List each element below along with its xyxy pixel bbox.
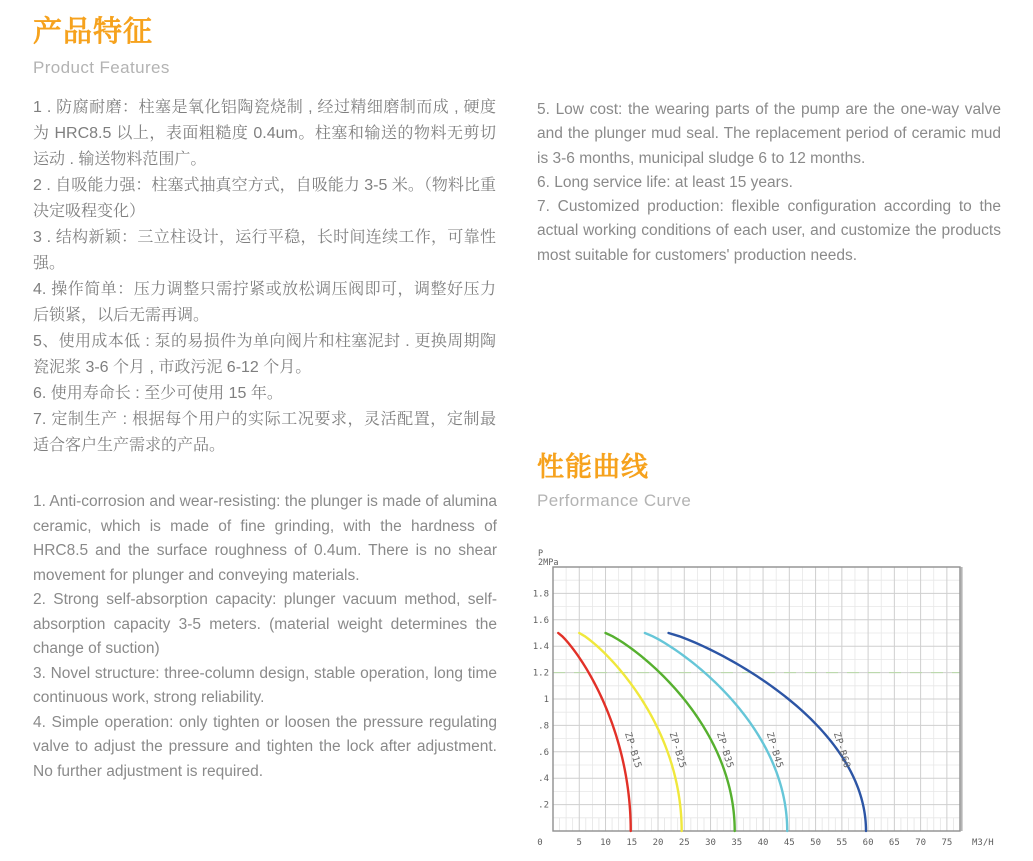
- feature-item: 5、使用成本低 : 泵的易损件为单向阀片和柱塞泥封 . 更换周期陶瓷泥浆 3-6 个月 , 市政污泥 6-12 个月。: [33, 333, 496, 376]
- x-tick-label: 35: [731, 838, 743, 848]
- feature-item: 1 . 防腐耐磨：柱塞是氧化铝陶瓷烧制 , 经过精细磨制而成 , 硬度为 HRC8.5 以上，表面粗糙度 0.4um。柱塞和输送的物料无剪切运动 . 输送物料范围广。: [33, 99, 496, 168]
- curve-label-ZP-B35: ZP-B35: [714, 730, 736, 770]
- y-tick-label: 1.6: [532, 615, 549, 626]
- x-tick-label: 0: [537, 838, 543, 848]
- y-tick-label: 1.4: [532, 642, 549, 653]
- feature-item: 7. Customized production: flexible configuration according to the actual working conditions of each user, and customize the products most suitable for customers' production needs.: [537, 198, 1001, 264]
- performance-curve-chart: [532, 547, 1001, 853]
- curve-section-subtitle: Performance Curve: [537, 491, 692, 510]
- feature-item: 4. 操作简单：压力调整只需拧紧或放松调压阀即可，调整好压力后锁紧，以后无需再调。: [33, 281, 496, 324]
- curve-label-ZP-B25: ZP-B25: [666, 730, 689, 770]
- y-tick-label: .6: [538, 747, 549, 758]
- x-tick-label: 15: [626, 838, 638, 848]
- y-tick-label: .2: [538, 800, 549, 811]
- feature-item: 2 . 自吸能力强：柱塞式抽真空方式，自吸能力 3-5 米。（物料比重决定吸程变化）: [33, 177, 496, 220]
- curve-label-ZP-B45: ZP-B45: [763, 730, 786, 770]
- y-axis-label-p: P: [538, 549, 544, 559]
- features-en-list-5-7: [537, 98, 1001, 268]
- features-cn-list: [33, 95, 496, 459]
- feature-item: 6. 使用寿命长 : 至少可使用 15 年。: [33, 385, 283, 402]
- feature-item: 7. 定制生产 : 根据每个用户的实际工况要求，灵活配置，定制最适合客户生产需求的产品。: [33, 411, 496, 454]
- x-tick-label: 10: [600, 838, 611, 848]
- y-tick-label: 1.2: [532, 668, 549, 679]
- x-tick-label: 55: [836, 838, 848, 848]
- feature-item: 4. Simple operation: only tighten or loosen the pressure regulating valve to adjust the pressure and tighten the lock after adjustment. No further adjustment is required.: [33, 713, 497, 780]
- x-tick-label: 25: [678, 838, 690, 848]
- curve-label-ZP-B60: ZP-B60: [830, 730, 853, 770]
- page-title: 产品特征: [33, 16, 154, 48]
- feature-item: 6. Long service life: at least 15 years.: [537, 173, 793, 191]
- x-tick-label: 40: [757, 838, 769, 848]
- performance-curve-chart-container: [532, 547, 1001, 853]
- y-tick-label: 1: [543, 695, 549, 705]
- curve-ZP-B35: [606, 633, 735, 831]
- x-tick-label: 75: [941, 838, 953, 848]
- feature-item: 5. Low cost: the wearing parts of the pump are the one-way valve and the plunger mud seal. The replacement period of ceramic mud is 3-6 months, municipal sludge 6 to 12 months.: [537, 101, 1001, 167]
- x-tick-label: 5: [576, 838, 582, 848]
- page-subtitle: Product Features: [33, 58, 170, 77]
- curve-section-title: 性能曲线: [537, 452, 649, 482]
- y-tick-label: .4: [538, 774, 549, 785]
- x-tick-label: 70: [915, 838, 927, 848]
- feature-item: 3. Novel structure: three-column design, stable operation, long time continuous work, strong reliability.: [33, 664, 497, 706]
- curve-ZP-B45: [645, 633, 787, 831]
- x-tick-label: 65: [888, 838, 900, 848]
- x-tick-label: 50: [810, 838, 822, 848]
- y-axis-label-2mpa: 2MPa: [538, 558, 559, 568]
- x-tick-label: 45: [783, 838, 795, 848]
- y-tick-label: .8: [538, 721, 549, 732]
- x-tick-label: 60: [862, 838, 874, 848]
- features-en-list-1-4: [33, 490, 497, 784]
- x-tick-label: 20: [652, 838, 664, 848]
- x-axis-label: M3/H: [972, 838, 994, 848]
- x-tick-label: 30: [705, 838, 716, 848]
- feature-item: 3 . 结构新颖：三立柱设计，运行平稳，长时间连续工作，可靠性强。: [33, 229, 496, 272]
- y-tick-label: 1.8: [532, 589, 549, 600]
- curve-label-ZP-B15: ZP-B15: [622, 730, 644, 770]
- curve-ZP-B15: [558, 633, 630, 831]
- feature-item: 1. Anti-corrosion and wear-resisting: the plunger is made of alumina ceramic, which is made of fine grinding, with the hardness of HRC8.5 and the surface roughness of 0.4um. There is no shear movement for plunger and conveying materials.: [33, 493, 497, 584]
- feature-item: 2. Strong self-absorption capacity: plunger vacuum method, self-absorption capacity 3-5 meters. (material weight determines the change of suction): [33, 591, 497, 657]
